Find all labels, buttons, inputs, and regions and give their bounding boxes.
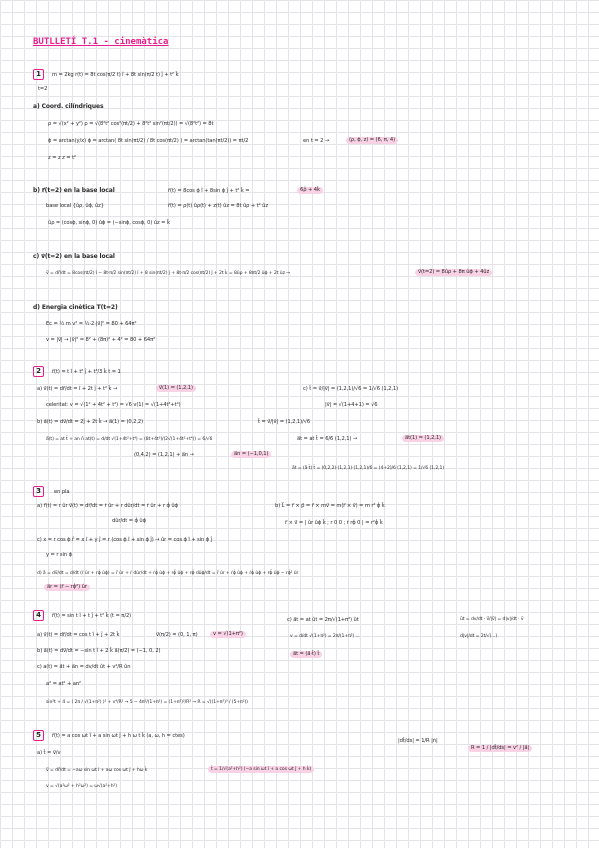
p2-a-line2: celeritat: v = √(1² + 4t² + t⁴) = √6 v(1) = √(1+4t²+t⁴) bbox=[46, 402, 181, 408]
p2-b-line3: (0,4,2) = (1,2,1) + a⃗n → bbox=[134, 452, 194, 458]
p4-given: r⃗(t) = sin t î + t ĵ + t² k̂ (t = π/2) bbox=[52, 613, 132, 619]
page-title: BUTLLETÍ T.1 - cinemàtica bbox=[33, 37, 169, 47]
p4-right-result: a⃗t = (a⃗·t̂) t̂ bbox=[290, 651, 322, 658]
p1-a-line1: ρ = √(x² + y²) ρ = √(8²t² cos²(πt/2) + 8²t² sin²(πt/2)) = √(8²t²) = 8t bbox=[48, 121, 214, 127]
p2-a-line1: a) v⃗(t) = dr⃗/dt = î + 2t ĵ + t² k̂ → bbox=[37, 386, 118, 392]
p1-a-result: (ρ, ϕ, z) = (6, π, 4) bbox=[346, 137, 398, 144]
p4-right-line2: v = d/dt √(1+π²) = 2π/(1+π²) ... bbox=[290, 634, 360, 639]
p2-b-result-n: a⃗n = (−1,0,1) bbox=[231, 451, 271, 458]
p2-a-result1: v⃗(1) = (1,2,1) bbox=[156, 385, 196, 392]
p1-c-result: v⃗(t=2) = 8ûρ + 8π ûϕ + 4ûz bbox=[415, 269, 492, 276]
p4-a-result: v⃗(π/2) = (0, 1, π) bbox=[156, 632, 198, 638]
problem-2-number: 2 bbox=[33, 366, 44, 377]
p4-a-result2: v = √(1+π²) bbox=[210, 631, 246, 638]
p3-a-line2: dûr/dt = ϕ̇ ûϕ bbox=[112, 518, 146, 524]
p5-mid: |dt̂/ds| = 1/R |ṅ| bbox=[398, 738, 438, 744]
problem-5-number: 5 bbox=[33, 730, 44, 741]
p2-b-line4: a⃗t = (a⃗·t̂) t̂ = (0,2,2)·(1,2,1)·(1,2,1)/6 = (4+2)/6 (1,2,1) = 1/√6 (1,2,1) bbox=[292, 466, 445, 471]
p2-b-result-t: a⃗t(1) = (1,2,1) bbox=[402, 435, 444, 442]
p4-b-line1: b) a⃗(t) = dv⃗/dt = −sin t î + 2 k̂ a⃗(π/2) = (−1, 0, 2) bbox=[37, 648, 161, 654]
p1-b-label: b) r⃗(t=2) en la base local bbox=[33, 187, 115, 194]
p1-a-label: a) Coord. cilíndriques bbox=[33, 103, 104, 110]
p4-c-line1: c) a(t) = a⃗t + a⃗n = dv/dt ût + v²/R ûn bbox=[37, 664, 131, 670]
p1-b-line2: base local {ûρ, ûϕ, ûz} bbox=[46, 203, 104, 209]
p3-given: en pla bbox=[54, 489, 70, 495]
p4-right-line1: c) a⃗t = at ût = 2π/√(1+π²) ût bbox=[287, 617, 359, 623]
p2-given: r⃗(t) = t î + t² ĵ + t³/3 k̂ t = 1 bbox=[52, 369, 121, 375]
p3-d-result: a⃗r = (r̈ − rϕ̇²) ûr bbox=[44, 584, 90, 591]
p1-d-line2: v = |v⃗| → |v⃗|² = 8² + (8π)² + 4² = 80 + 64π² bbox=[46, 337, 156, 343]
p1-t-eq: t=2 bbox=[38, 86, 48, 92]
p5-a-line2: v⃗ = dr⃗/dt = −aω sin ωt î + aω cos ωt ĵ + hω k̂ bbox=[46, 768, 148, 773]
p3-c-line1: c) x = r cos ϕ r̂ = x î + y ĵ = r (cos ϕ î + sin ϕ ĵ) → ûr = cos ϕ î + sin ϕ ĵ bbox=[37, 537, 212, 543]
p4-far-line2: d|v|/dt = 2t/√(...) bbox=[460, 634, 498, 639]
p5-a-line3: v = √(a²ω² + h²ω²) = ω√(a²+h²) bbox=[46, 784, 117, 789]
p2-b-line2r: a⃗t = at t̂ = 6/6 (1,2,1) → bbox=[297, 436, 358, 442]
p1-d-line1: Ec = ½ m v² = ½·2·|v⃗|² = 80 + 64π² bbox=[46, 321, 137, 327]
p4-far-line1: ūt = dv/dt · v⃗/|v⃗| = d|v|/dt · v̂ bbox=[460, 617, 524, 622]
p2-b-line2: a⃗(t) = at t̂ + an n̂ at(t) = d/dt √(1+4t²+t⁴) = (8t+4t³)/(2√(1+4t²+t⁴)) = 6/√6 bbox=[46, 437, 213, 442]
p1-given: m = 2kg r(t) = 8t cos(π/2 t) î + 8t sin(π/2 t) ĵ + t² k̂ bbox=[52, 72, 179, 78]
p4-c-line3: sin²t + 4 = ( 2π / √(1+π²) )² + v⁴/R² → 5 − 4π²/(1+π²) = (1+π²)²/R² → R = √((1+π²)³ / (5+π²)) bbox=[46, 700, 248, 705]
p2-b-line1r: t̂ = v⃗/|v⃗| = (1,2,1)/√6 bbox=[258, 419, 311, 425]
p2-c-line2: |v⃗| = √(1+4+1) = √6 bbox=[325, 402, 378, 408]
problem-3-number: 3 bbox=[33, 486, 44, 497]
p2-c-line1: c) t̂ = v⃗/|v⃗| = (1,2,1)/√6 = 1/√6 (1,2,1) bbox=[303, 386, 399, 392]
p1-a-line3: z = z z = t² bbox=[48, 155, 77, 161]
p3-b-line2: r⃗ × v⃗ = | ûr ûϕ k̂ ; r 0 0 ; ṙ rϕ̇ 0 | = r²ϕ̇ k̂ bbox=[285, 520, 383, 526]
p1-a-line2: ϕ = arctan(y/x) ϕ = arctan( 8t sin(πt/2) / 8t cos(πt/2) ) = arctan(tan(πt/2)) = πt/2 bbox=[48, 138, 249, 144]
problem-4-number: 4 bbox=[33, 610, 44, 621]
p2-b-line1: b) a⃗(t) = dv⃗/dt = 2ĵ + 2t k̂ → a⃗(1) = (0,2,2) bbox=[37, 419, 143, 425]
p1-a-line2b: en t = 2 → bbox=[303, 138, 330, 144]
problem-1-number: 1 bbox=[33, 69, 44, 80]
p3-a-line1: a) r⃗(t) = r ûr v⃗(t) = dr⃗/dt = ṙ ûr + r dûr/dt = ṙ ûr + r ϕ̇ ûϕ bbox=[37, 503, 178, 509]
p4-a-line1: a) v⃗(t) = dr⃗/dt = cos t î + ĵ + 2t k̂ bbox=[37, 632, 120, 638]
p5-right: R = 1 / |dt̂/ds| = v² / |a⃗| bbox=[468, 745, 532, 752]
p1-b-mid: r⃗(t) = 8cos ϕ î + 8sin ϕ ĵ + t² k̂ = bbox=[168, 188, 250, 194]
p3-d-line1: d) a⃗ = dv⃗/dt = d/dt (ṙ ûr + rϕ̇ ûϕ) = r̈ ûr + ṙ dûr/dt + ṙϕ̇ ûϕ + rϕ̈ ûϕ + rϕ̇ dûϕ/dt = r̈ ûr + ṙϕ̇ ûϕ + ṙϕ̇ ûϕ + rϕ̈ ûϕ − rϕ̇² ûr bbox=[37, 571, 299, 576]
p4-c-line2: a² = at² + an² bbox=[46, 681, 81, 687]
p3-c-line2: y = r sin ϕ bbox=[46, 552, 72, 558]
p1-b-result: 6ρ̂ + 4k̂ bbox=[297, 187, 323, 194]
p1-b-line2r: r⃗(t) = ρ(t) ûρ(t) + z(t) ûz = 8t ûρ + t² ûz bbox=[168, 203, 268, 209]
p5-a-result: t̂ = 1/√(a²+h²) (−a sin ωt î + a cos ωt ĵ + h k̂) bbox=[208, 766, 314, 773]
p1-d-label: d) Energia cinètica T(t=2) bbox=[33, 304, 118, 311]
p3-b-line1: b) L⃗ = r⃗ × p⃗ = r⃗ × mv⃗ = m(r⃗ × v⃗) = m r² ϕ̇ k̂ bbox=[275, 503, 385, 509]
p1-c-label: c) v⃗(t=2) en la base local bbox=[33, 253, 115, 260]
p1-c-line1: v⃗ = dr⃗/dt = 8cos(πt/2) î − 8t·π/2 sin(πt/2) î + 8 sin(πt/2) ĵ + 8t·π/2 cos(πt/2) ĵ + 2t k̂ = 8ûρ + 8πt/2 ûϕ + 2t ûz → bbox=[46, 271, 291, 276]
p5-a-line1: a) t̂ = v⃗/v bbox=[37, 750, 61, 756]
p5-given: r⃗(t) = a cos ωt î + a sin ωt ĵ + h ω t k̂ (a, ω, h = ctes) bbox=[52, 733, 185, 739]
p1-b-line3: ûρ = (cosϕ, sinϕ, 0) ûϕ = (−sinϕ, cosϕ, 0) ûz = k̂ bbox=[48, 220, 170, 226]
